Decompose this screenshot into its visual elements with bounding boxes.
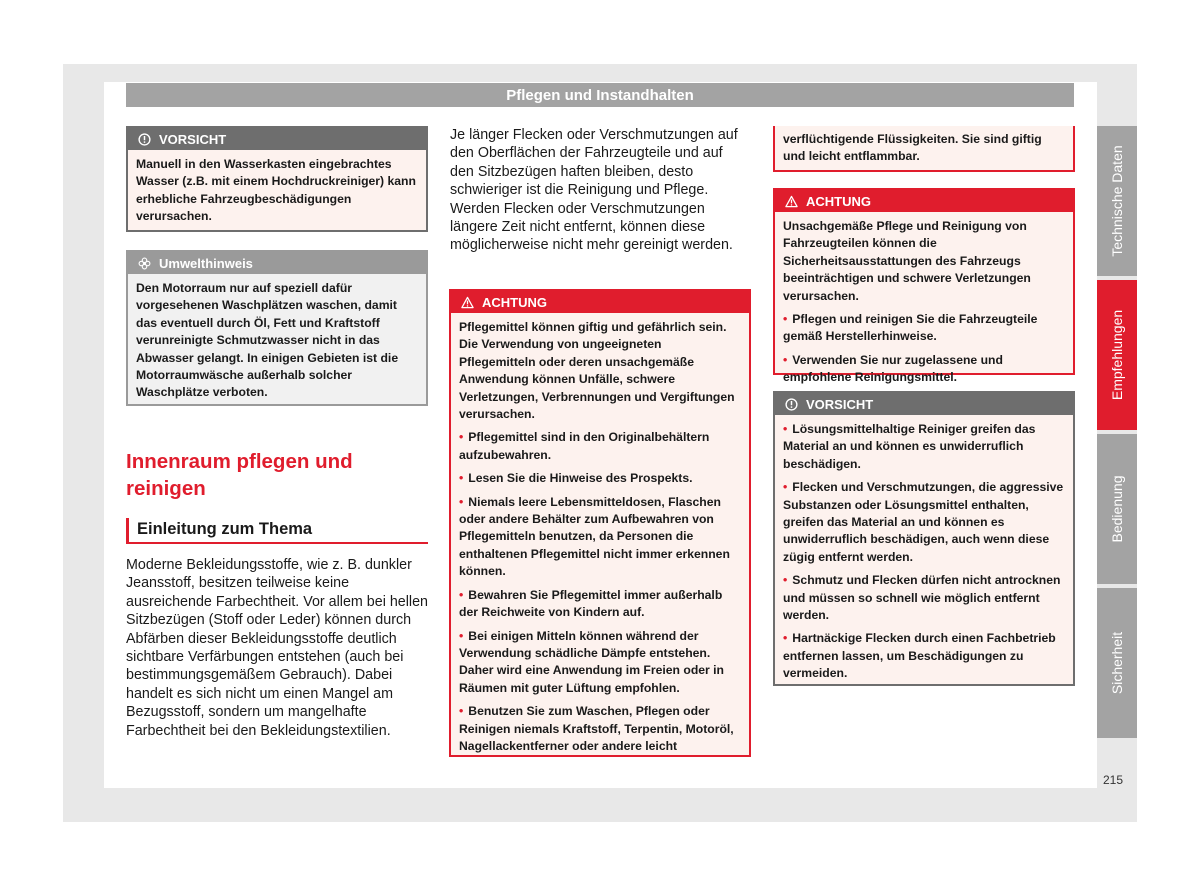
warning-triangle-icon: [785, 195, 798, 208]
achtung-header-1: [451, 291, 749, 313]
achtung-continuation-box: [773, 126, 1075, 172]
page-number: 215: [1102, 773, 1123, 787]
list-item: • Pflegen und reinigen Sie die Fahrzeugteile gemäß Herstellerhinweise.: [783, 311, 1065, 346]
vorsicht-box-2: [773, 391, 1075, 686]
achtung-box-1: [449, 289, 751, 757]
achtung-box-2: [773, 188, 1075, 385]
col2-paragraph: Je länger Flecken oder Verschmutzungen auf den Oberflächen der Fahrzeugteile und auf den Sitzbezügen haften bleiben, desto schwieriger ist die Reinigung und Pflege. Werden Flecken oder Verschmutzungen längere Zeit nicht entfernt, können diese möglicherweise nicht mehr gereinigt werden.: [450, 127, 738, 254]
vorsicht-header: [128, 128, 426, 150]
vorsicht-text: Manuell in den Wasserkasten eingebrachtes Wasser (z.B. mit einem Hochdruckreiniger) kann erhebliche Fahrzeugbeschädigungen verursachen.: [136, 157, 416, 224]
tab-sicherheit[interactable]: [1097, 588, 1137, 738]
list-item: • Lösungsmittelhaltige Reiniger greifen das Material an und können es unwiderruflich beschädigen.: [783, 421, 1065, 473]
umwelt-header: [128, 252, 426, 274]
achtung-header-2: [775, 190, 1073, 212]
vorsicht-title-2: VORSICHT: [806, 396, 874, 412]
achtung-intro-1: Pflegemittel können giftig und gefährlich sein. Die Verwendung von ungeeigneten Pflegemitteln oder deren unsachgemäße Anwendung können Unfälle, schwere Verletzungen, Verbrennungen und Vergiftungen verursachen.: [459, 320, 735, 422]
list-item: • Bei einigen Mitteln können während der Verwendung schädliche Dämpfe entstehen. Daher wird eine Anwendung im Freien oder in Räumen mit guter Lüftung empfohlen.: [459, 628, 741, 698]
tab-bedienung[interactable]: [1097, 434, 1137, 584]
list-item: • Niemals leere Lebensmitteldosen, Flaschen oder andere Behälter zum Aufbewahren von Pflegemitteln benutzen, da Personen die enthaltenen Pflegemittel nicht immer erkennen können.: [459, 494, 741, 581]
achtung-body-2: [775, 212, 1073, 393]
umwelt-box: [126, 250, 428, 406]
umwelt-title: Umwelthinweis: [159, 255, 253, 271]
list-item: • Schmutz und Flecken dürfen nicht antrocknen und müssen so schnell wie möglich entfernt werden.: [783, 572, 1065, 624]
achtung-continuation-text: verflüchtigende Flüssigkeiten. Sie sind giftig und leicht entflammbar.: [783, 132, 1042, 164]
achtung-title-2: ACHTUNG: [806, 193, 871, 209]
achtung-title-1: ACHTUNG: [482, 294, 547, 310]
umwelt-text: Den Motorraum nur auf speziell dafür vorgesehenen Waschplätzen waschen, damit das eventuell durch Öl, Fett und Kraftstoff verunreinigte Schmutzwasser nicht in das Abwasser gelangt. In einigen Gebieten ist die Motorraumwäsche außerhalb solcher Waschplätze verboten.: [136, 281, 399, 400]
tab-technische-daten[interactable]: [1097, 126, 1137, 276]
flower-icon: [138, 257, 151, 270]
list-item: • Flecken und Verschmutzungen, die aggressive Substanzen oder Lösungsmittel enthalten, greifen das Material an und können es unwiderruflich beschädigen, auch wenn diese zügig entfernt werden.: [783, 479, 1065, 566]
list-item: • Verwenden Sie nur zugelassene und empfohlene Reinigungsmittel.: [783, 352, 1065, 387]
info-circle-icon: [785, 398, 798, 411]
vorsicht-box: [126, 126, 428, 232]
page-header: Pflegen und Instandhalten: [126, 83, 1074, 107]
section-title: Innenraum pflegen und reinigen: [126, 450, 353, 500]
tab-label: Bedienung: [1109, 475, 1125, 543]
subsection-title: Einleitung zum Thema: [126, 518, 428, 544]
list-item: • Bewahren Sie Pflegemittel immer außerhalb der Reichweite von Kindern auf.: [459, 587, 741, 622]
list-item: • Pflegemittel sind in den Originalbehältern aufzubewahren.: [459, 429, 741, 464]
tab-empfehlungen[interactable]: [1097, 280, 1137, 430]
achtung-intro-2: Unsachgemäße Pflege und Reinigung von Fahrzeugteilen können die Sicherheitsausstattungen des Fahrzeugs beeinträchtigen und schwere Verletzungen verursachen.: [783, 219, 1031, 303]
vorsicht-body-2: [775, 415, 1073, 689]
tab-label: Sicherheit: [1109, 631, 1125, 695]
list-item: • Hartnäckige Flecken durch einen Fachbetrieb entfernen lassen, um Beschädigungen zu vermeiden.: [783, 630, 1065, 682]
tab-label: Empfehlungen: [1109, 309, 1125, 401]
warning-triangle-icon: [461, 296, 474, 309]
vorsicht-title: VORSICHT: [159, 131, 227, 147]
intro-paragraph: Moderne Bekleidungsstoffe, wie z. B. dunkler Jeansstoff, besitzen teilweise keine ausreichende Farbechtheit. Vor allem bei hellen Sitzbezügen (Stoff oder Leder) können durch Abfärben dieser Bekleidungsstoffe deutlich sichtbare Verfärbungen entstehen (auch bei bestimmungsgemäßem Gebrauch). Dabei handelt es sich nicht um einen Mangel am Bezugsstoff, sondern um mangelhafte Farbechtheit bei den Bekleidungstextilien.: [126, 557, 429, 739]
tab-label: Technische Daten: [1109, 145, 1125, 257]
achtung-body-1: [451, 313, 749, 761]
info-circle-icon: [138, 133, 151, 146]
list-item: • Benutzen Sie zum Waschen, Pflegen oder Reinigen niemals Kraftstoff, Terpentin, Motoröl, Nagellackentferner oder andere leicht: [459, 703, 741, 755]
list-item: • Lesen Sie die Hinweise des Prospekts.: [459, 470, 741, 487]
vorsicht-header-2: [775, 393, 1073, 415]
